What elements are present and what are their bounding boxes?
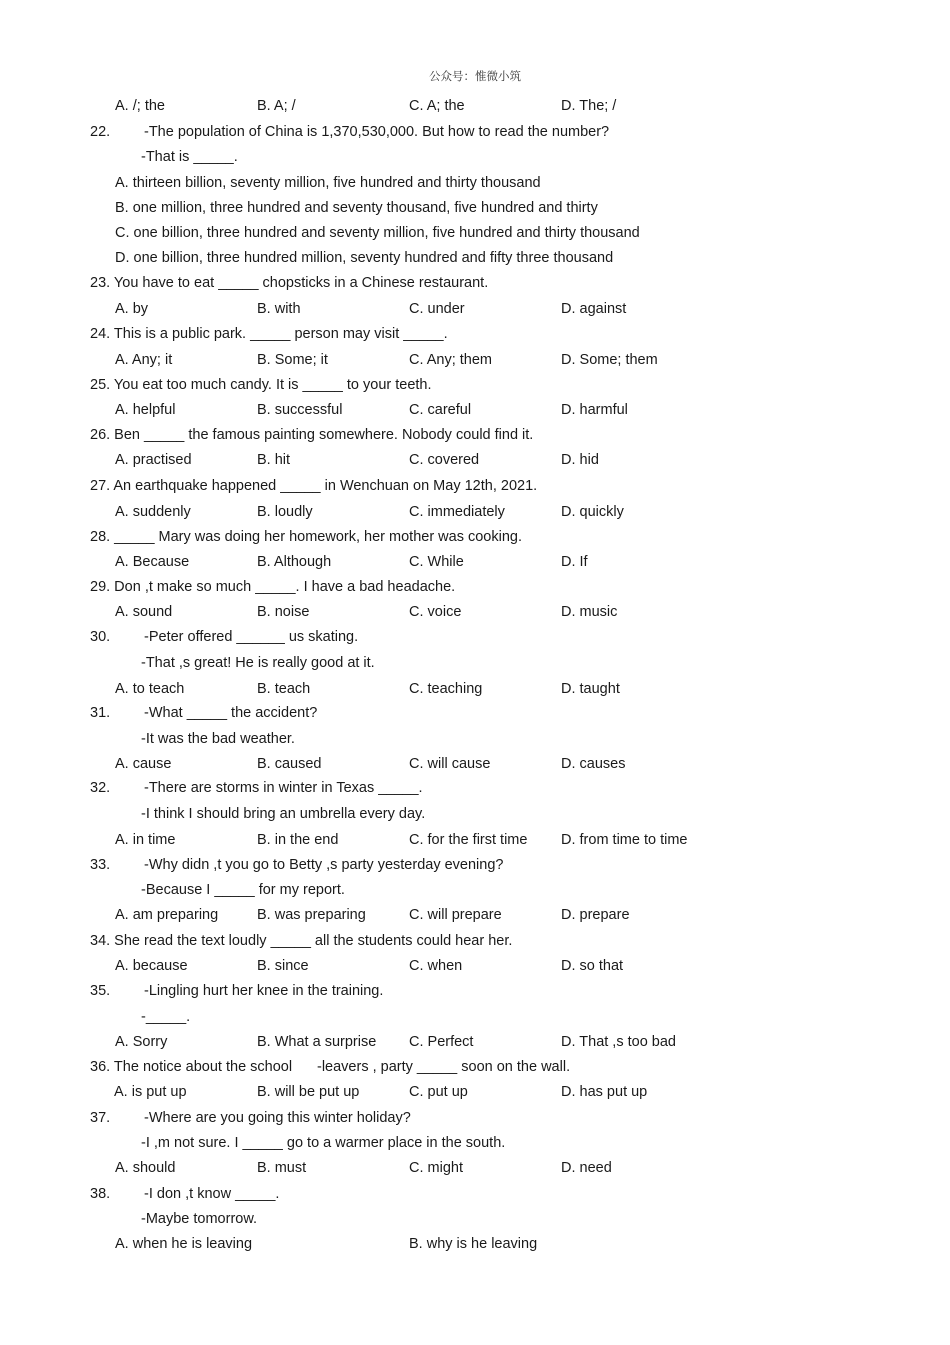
question-text: 38. — [90, 1186, 111, 1202]
answer-option: C. will cause — [409, 756, 491, 772]
question-text-cont: -The population of China is 1,370,530,000. But how to read the number? — [144, 124, 610, 140]
answer-option: D. has put up — [561, 1084, 648, 1100]
answer-option: C. might — [409, 1160, 463, 1176]
question-text: -It was the bad weather. — [141, 731, 295, 747]
question-text-cont: -What _____ the accident? — [144, 705, 318, 721]
answer-option: D. music — [561, 604, 618, 620]
answer-option: B. loudly — [257, 504, 313, 520]
answer-option: B. caused — [257, 756, 322, 772]
question-text-cont: -leavers , party _____ soon on the wall. — [317, 1059, 571, 1075]
answer-option: B. must — [257, 1160, 307, 1176]
question-text: 29. Don ,t make so much _____. I have a bad headache. — [90, 579, 456, 595]
answer-option: C. under — [409, 301, 465, 317]
question-text: 34. She read the text loudly _____ all the students could hear her. — [90, 933, 513, 949]
answer-option: B. Although — [257, 554, 332, 570]
answer-option: A. /; the — [115, 98, 165, 114]
question-text: A. when he is leaving — [115, 1236, 253, 1252]
question-text: 33. — [90, 857, 111, 873]
question-text: -_____. — [141, 1009, 191, 1025]
answer-option: D. harmful — [561, 402, 628, 418]
answer-option: C. for the first time — [409, 832, 528, 848]
answer-option: D. from time to time — [561, 832, 688, 848]
answer-option: A. practised — [115, 452, 192, 468]
answer-option: B. will be put up — [257, 1084, 360, 1100]
answer-option: B. teach — [257, 681, 311, 697]
question-text: -That ,s great! He is really good at it. — [141, 655, 375, 671]
question-text: 24. This is a public park. _____ person may visit _____. — [90, 326, 448, 342]
question-text: 32. — [90, 780, 111, 796]
answer-option: D. quickly — [561, 504, 624, 520]
answer-option: A. cause — [115, 756, 172, 772]
answer-option: D. against — [561, 301, 627, 317]
question-text-cont: -Where are you going this winter holiday? — [144, 1110, 411, 1126]
answer-option: C. Any; them — [409, 352, 493, 368]
question-text: 31. — [90, 705, 111, 721]
answer-option: A. Any; it — [115, 352, 173, 368]
answer-option: A. suddenly — [115, 504, 191, 520]
question-text: 35. — [90, 983, 111, 999]
answer-option: B. was preparing — [257, 907, 366, 923]
answer-option: C. teaching — [409, 681, 483, 697]
question-text-cont: -Why didn ,t you go to Betty ,s party yesterday evening? — [144, 857, 504, 873]
answer-option: D. Some; them — [561, 352, 658, 368]
question-text: -Because I _____ for my report. — [141, 882, 345, 898]
page-header: 公众号：惟微小筑 — [429, 69, 521, 83]
question-text: 23. You have to eat _____ chopsticks in a Chinese restaurant. — [90, 275, 489, 291]
question-text: -That is _____. — [141, 149, 238, 165]
question-text-cont: -Lingling hurt her knee in the training. — [144, 983, 384, 999]
answer-option: A. by — [115, 301, 149, 317]
answer-option: A. in time — [115, 832, 176, 848]
question-text: -I think I should bring an umbrella every day. — [141, 806, 426, 822]
answer-option: C. put up — [409, 1084, 468, 1100]
answer-option: D. If — [561, 554, 588, 570]
answer-option: A. sound — [115, 604, 173, 620]
question-text: 30. — [90, 629, 111, 645]
answer-option: B. Some; it — [257, 352, 328, 368]
answer-option: B. hit — [257, 452, 291, 468]
answer-option: B. with — [257, 301, 301, 317]
question-text: D. one billion, three hundred million, seventy hundred and fifty three thousand — [115, 250, 614, 266]
answer-option: D. prepare — [561, 907, 630, 923]
answer-option: A. because — [115, 958, 188, 974]
answer-option: A. helpful — [115, 402, 176, 418]
question-text-cont: -There are storms in winter in Texas _____. — [144, 780, 423, 796]
answer-option: C. Perfect — [409, 1034, 474, 1050]
answer-option: C. when — [409, 958, 463, 974]
answer-option: B. since — [257, 958, 309, 974]
answer-option: D. hid — [561, 452, 599, 468]
answer-option: A. am preparing — [115, 907, 219, 923]
answer-option: A. is put up — [114, 1084, 187, 1100]
question-text: A. thirteen billion, seventy million, five hundred and thirty thousand — [115, 175, 541, 191]
answer-option: C. immediately — [409, 504, 505, 520]
answer-option: D. so that — [561, 958, 624, 974]
answer-option: D. The; / — [561, 98, 617, 114]
answer-option: C. voice — [409, 604, 462, 620]
question-text: 28. _____ Mary was doing her homework, her mother was cooking. — [90, 529, 522, 545]
answer-option: B. successful — [257, 402, 343, 418]
question-text: 37. — [90, 1110, 111, 1126]
answer-option: D. taught — [561, 681, 620, 697]
question-text: 36. The notice about the school — [90, 1059, 293, 1075]
answer-option: B. noise — [257, 604, 310, 620]
question-text: 27. An earthquake happened _____ in Wenchuan on May 12th, 2021. — [90, 478, 538, 494]
question-text: -Maybe tomorrow. — [141, 1211, 258, 1227]
answer-option: A. Because — [115, 554, 190, 570]
question-text-cont: B. why is he leaving — [409, 1236, 538, 1252]
question-text-cont: -I don ,t know _____. — [144, 1186, 280, 1202]
answer-option: D. That ,s too bad — [561, 1034, 676, 1050]
question-text: B. one million, three hundred and seventy thousand, five hundred and thirty — [115, 200, 598, 216]
question-text: -I ,m not sure. I _____ go to a warmer place in the south. — [141, 1135, 506, 1151]
answer-option: C. will prepare — [409, 907, 502, 923]
answer-option: B. A; / — [257, 98, 296, 114]
answer-option: B. in the end — [257, 832, 339, 848]
answer-option: A. Sorry — [115, 1034, 168, 1050]
question-text: 22. — [90, 124, 111, 140]
answer-option: C. covered — [409, 452, 480, 468]
question-text: 26. Ben _____ the famous painting somewhere. Nobody could find it. — [90, 427, 534, 443]
answer-option: B. What a surprise — [257, 1034, 377, 1050]
question-text: C. one billion, three hundred and seventy million, five hundred and thirty thousand — [115, 225, 640, 241]
answer-option: A. should — [115, 1160, 176, 1176]
answer-option: C. careful — [409, 402, 472, 418]
question-text-cont: -Peter offered ______ us skating. — [144, 629, 359, 645]
answer-option: C. While — [409, 554, 464, 570]
question-text: 25. You eat too much candy. It is _____ to your teeth. — [90, 377, 432, 393]
answer-option: C. A; the — [409, 98, 465, 114]
answer-option: D. causes — [561, 756, 626, 772]
answer-option: D. need — [561, 1160, 612, 1176]
answer-option: A. to teach — [115, 681, 185, 697]
